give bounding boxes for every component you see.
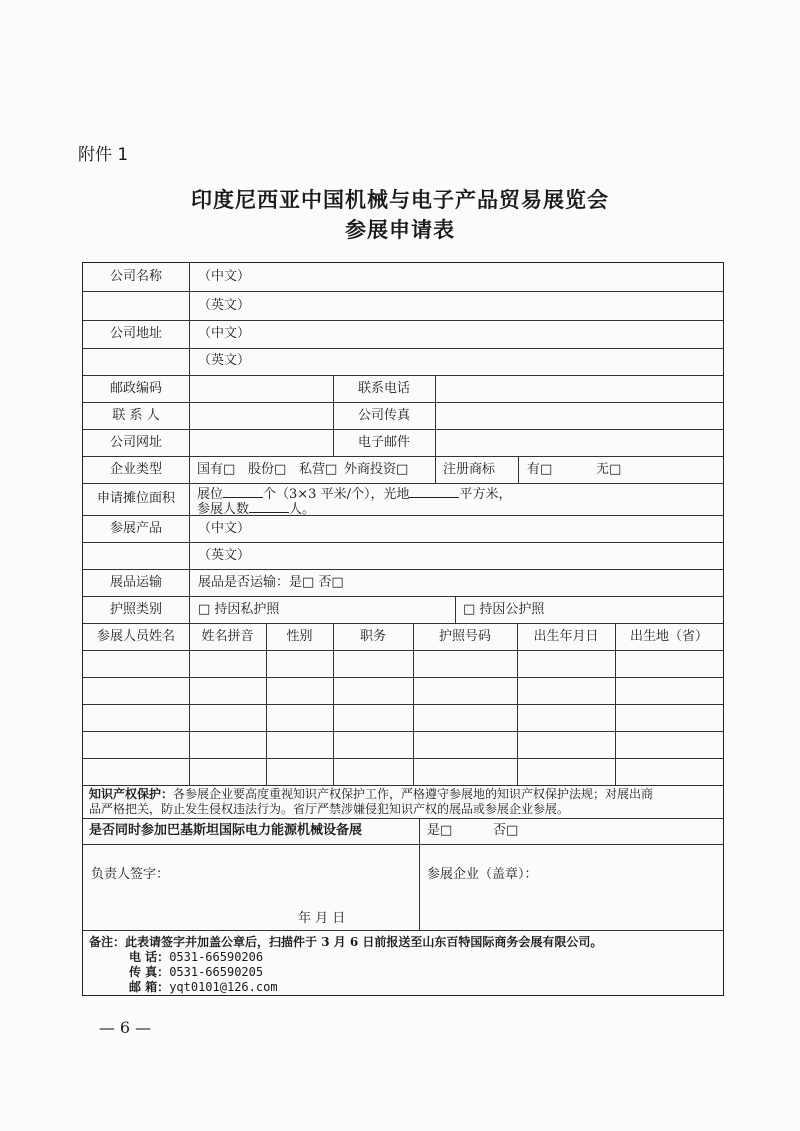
passport-label: 护照类别 [109,602,162,617]
booth-count-prefix: 展位 [197,487,224,502]
postcode-label: 邮政编码 [109,381,162,396]
fax2-label: 传 真： [129,965,170,979]
attendee-count-suffix: 人。 [289,502,316,517]
booth-area-label: 申请摊位面积 [96,491,175,506]
fax-label: 公司传真 [357,408,410,423]
note-label: 备注： [89,935,126,949]
seal-label[interactable]: 参展企业（盖章）： [427,867,538,882]
company-address-en-field[interactable]: （英文） [198,353,251,368]
staff-header-passport: 护照号码 [438,629,491,644]
pakistan-no-checkbox[interactable]: 否□ [493,823,519,838]
products-cn-field[interactable]: （中文） [198,521,251,536]
contact-label: 联 系 人 [112,408,160,423]
application-form [82,262,724,996]
open-space-suffix: 平方米， [459,487,512,502]
passport-public-checkbox[interactable]: □ 持因公护照 [463,602,545,617]
shipping-label: 展品运输 [109,575,162,590]
fax2-value: 0531-66590205 [169,965,264,979]
staff-header-name: 参展人员姓名 [96,629,175,644]
signer-label[interactable]: 负责人签字： [91,867,170,882]
staff-header-birthdate: 出生年月日 [533,629,599,644]
booth-count-blank[interactable] [223,485,263,498]
staff-header-pinyin: 姓名拼音 [201,629,254,644]
note-text: 此表请签字并加盖公章后，扫描件于 3 月 6 日前报送至山东百特国际商务会展有限公司。 [125,935,603,949]
mail-line [129,979,278,995]
tel-label: 电 话： [129,950,170,964]
staff-header-position: 职务 [359,629,386,644]
pakistan-yes-checkbox[interactable]: 是□ [427,823,453,838]
staff-header-birthplace: 出生地（省） [629,629,708,644]
ip-notice-title: 知识产权保护： [89,787,174,801]
booth-line-2 [197,500,315,518]
staff-header-gender: 性别 [286,629,313,644]
enterprise-type-label: 企业类型 [109,462,162,477]
page-title: 印度尼西亚中国机械与电子产品贸易展览会 [191,187,609,212]
attendee-count-prefix: 参展人数 [197,502,250,517]
mail-label: 邮 箱： [129,980,170,994]
tel-line [129,949,263,965]
page-number: — 6 — [98,1018,152,1037]
booth-count-suffix: 个（3×3 平米/个），光地 [263,487,410,502]
email-label: 电子邮件 [357,435,410,450]
company-address-label: 公司地址 [109,326,162,341]
trademark-label: 注册商标 [443,462,496,477]
ip-notice-line-1 [89,786,653,802]
tel-value: 0531-66590206 [169,950,264,964]
company-name-cn-field[interactable]: （中文） [198,269,251,284]
products-label: 参展产品 [109,521,162,536]
enterprise-type-foreign-checkbox[interactable]: 外商投资□ [344,462,409,477]
mail-value[interactable]: yqt0101@126.com [169,980,278,994]
open-space-blank[interactable] [409,485,459,498]
attendee-count-blank[interactable] [249,500,289,513]
phone-label: 联系电话 [357,381,410,396]
enterprise-type-private-checkbox[interactable]: 私营□ [299,462,338,477]
enterprise-type-state-checkbox[interactable]: 国有□ [197,462,236,477]
ip-notice-text-1: 各参展企业要高度重视知识产权保护工作，严格遵守参展地的知识产权保护法规；对展出商 [173,787,654,801]
trademark-yes-checkbox[interactable]: 有□ [527,462,553,477]
company-name-label: 公司名称 [109,269,162,284]
passport-private-checkbox[interactable]: □ 持因私护照 [198,602,280,617]
company-address-cn-field[interactable]: （中文） [198,326,251,341]
fax2-line [129,964,263,980]
website-label: 公司网址 [109,435,162,450]
sign-date[interactable]: 年 月 日 [298,911,346,926]
products-en-field[interactable]: （英文） [198,548,251,563]
enterprise-type-share-checkbox[interactable]: 股份□ [248,462,287,477]
company-name-en-field[interactable]: （英文） [198,298,251,313]
page-subtitle: 参展申请表 [345,217,455,242]
ip-notice-text-2: 品严格把关，防止发生侵权违法行为。省厅严禁涉嫌侵犯知识产权的展品或参展企业参展。 [89,802,570,816]
note-line [89,934,602,950]
trademark-no-checkbox[interactable]: 无□ [596,462,622,477]
attachment-label: 附件 1 [78,145,129,165]
shipping-choice[interactable]: 展品是否运输：是□ 否□ [198,575,344,590]
pakistan-question: 是否同时参加巴基斯坦国际电力能源机械设备展 [89,823,363,838]
